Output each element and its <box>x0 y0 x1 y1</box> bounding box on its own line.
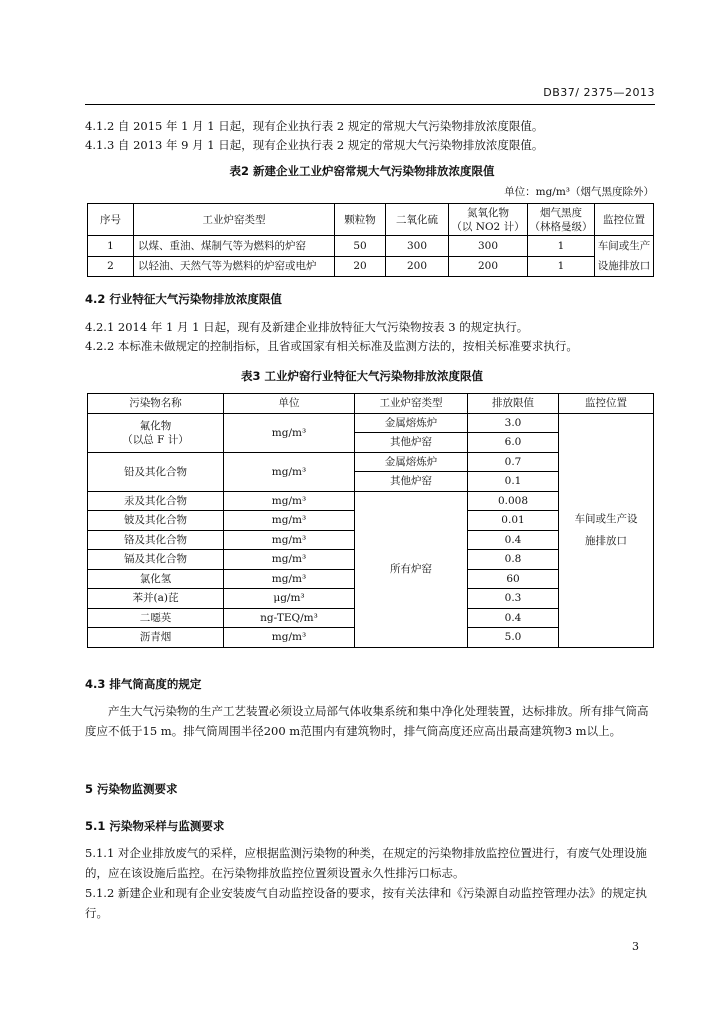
table2 <box>87 203 654 277</box>
t2-cell: 200 <box>386 256 449 277</box>
t2-cell: 300 <box>449 236 528 257</box>
t3-unit: mg/m³ <box>224 530 355 550</box>
t3-limit: 0.7 <box>468 452 559 472</box>
heading-5: 5 污染物监测要求 <box>85 782 178 796</box>
t3-type: 金属熔炼炉 <box>355 452 468 472</box>
clause-5-1-2: 5.1.2 新建企业和现有企业安装废气自动监控设备的要求，按有关法律和《污染源自动监控管理办法》的规定执行。 <box>85 886 647 920</box>
table2-unit: 单位：mg/m³（烟气黑度除外） <box>504 186 654 198</box>
t3-unit: mg/m³ <box>224 452 355 491</box>
t3-limit: 0.1 <box>468 472 559 492</box>
paragraph-4-3: 产生大气污染物的生产工艺装置必须设立局部气体收集系统和集中净化处理装置，达标排放。所有排气筒高度应不低于15 m。排气筒周围半径200 m范围内有建筑物时，排气筒高度还应高出最高建筑物3 m以上。 <box>85 704 649 738</box>
t3-name: 铍及其化合物 <box>88 511 224 531</box>
standard-code: DB37/ 2375—2013 <box>543 86 655 99</box>
t3-name: 二噁英 <box>88 608 224 628</box>
page-number: 3 <box>632 940 639 953</box>
t3-limit: 0.008 <box>468 491 559 511</box>
t3-lead: 铅及其化合物 <box>88 452 224 491</box>
t3-type: 金属熔炼炉 <box>355 413 468 433</box>
t3-type: 其他炉窑 <box>355 433 468 453</box>
t2-cell: 以煤、重油、煤制气等为燃料的炉窑 <box>134 236 335 257</box>
t3-unit: mg/m³ <box>224 491 355 511</box>
t2-cell: 以轻油、天然气等为燃料的炉窑或电炉 <box>134 256 335 277</box>
t3-unit: mg/m³ <box>224 628 355 648</box>
t3-name: 沥青烟 <box>88 628 224 648</box>
t3-name: 苯并(a)芘 <box>88 589 224 609</box>
t3-unit: mg/m³ <box>224 511 355 531</box>
t2-cell: 300 <box>386 236 449 257</box>
t2-cell: 20 <box>335 256 386 277</box>
t2-header-no: 序号 <box>88 204 134 236</box>
t3-type: 其他炉窑 <box>355 472 468 492</box>
table3-title: 表3 工业炉窑行业特征大气污染物排放浓度限值 <box>240 369 483 383</box>
t3-limit: 0.4 <box>468 530 559 550</box>
t2-monitor-cell: 车间或生产 设施排放口 <box>595 236 654 277</box>
t3-header-limit: 排放限值 <box>468 394 559 414</box>
t3-limit: 0.4 <box>468 608 559 628</box>
clause-5-1-1: 5.1.1 对企业排放废气的采样，应根据监测污染物的种类，在规定的污染物排放监控位置进行，有废气处理设施的，应在该设施后监控。在污染物排放监控位置须设置永久性排污口标志。 <box>85 846 647 880</box>
t3-name: 汞及其化合物 <box>88 491 224 511</box>
t3-limit: 0.3 <box>468 589 559 609</box>
t2-header-monitor: 监控位置 <box>595 204 654 236</box>
t2-header-smoke: 烟气黑度 （林格曼级） <box>528 204 595 236</box>
clause-4-2-1: 4.2.1 2014 年 1 月 1 日起，现有及新建企业排放特征大气污染物按表 3 的规定执行。 <box>85 320 529 334</box>
table2-title: 表2 新建企业工业炉窑常规大气污染物排放浓度限值 <box>229 164 495 178</box>
t2-header-nox: 氮氧化物 （以 NO2 计） <box>449 204 528 236</box>
table-row <box>88 413 654 433</box>
t3-name: 氯化氢 <box>88 569 224 589</box>
t3-unit: mg/m³ <box>224 550 355 570</box>
t3-limit: 3.0 <box>468 413 559 433</box>
t2-header-so2: 二氧化硫 <box>386 204 449 236</box>
t2-cell: 1 <box>88 236 134 257</box>
t3-unit: μg/m³ <box>224 589 355 609</box>
t3-unit: mg/m³ <box>224 413 355 452</box>
t3-monitor-cell: 车间或生产设 施排放口 <box>559 413 654 647</box>
t2-cell: 1 <box>528 236 595 257</box>
t3-name: 镉及其化合物 <box>88 550 224 570</box>
t3-limit: 0.01 <box>468 511 559 531</box>
heading-5-1: 5.1 污染物采样与监测要求 <box>85 819 225 833</box>
t3-unit: mg/m³ <box>224 569 355 589</box>
t3-header-name: 污染物名称 <box>88 394 224 414</box>
t3-header-type: 工业炉窑类型 <box>355 394 468 414</box>
t3-unit: ng-TEQ/m³ <box>224 608 355 628</box>
t3-name: 铬及其化合物 <box>88 530 224 550</box>
t3-limit: 5.0 <box>468 628 559 648</box>
table-row <box>88 256 654 277</box>
t2-header-pm: 颗粒物 <box>335 204 386 236</box>
clause-4-1-3: 4.1.3 自 2013 年 9 月 1 日起，现有企业执行表 2 规定的常规大气污染物排放浓度限值。 <box>85 138 544 152</box>
heading-4-3: 4.3 排气筒高度的规定 <box>85 677 202 691</box>
t3-header-monitor: 监控位置 <box>559 394 654 414</box>
header-rule <box>85 104 655 105</box>
t3-header-unit: 单位 <box>224 394 355 414</box>
table-row <box>88 236 654 257</box>
t3-limit: 6.0 <box>468 433 559 453</box>
clause-4-2-2: 4.2.2 本标准未做规定的控制指标，且省或国家有相关标准及监测方法的，按相关标准要求执行。 <box>85 339 578 353</box>
table3 <box>87 393 654 648</box>
clause-4-1-2: 4.1.2 自 2015 年 1 月 1 日起，现有企业执行表 2 规定的常规大气污染物排放浓度限值。 <box>85 119 544 133</box>
t3-all-kilns: 所有炉窑 <box>355 491 468 647</box>
heading-4-2: 4.2 行业特征大气污染物排放浓度限值 <box>85 292 282 306</box>
t3-limit: 0.8 <box>468 550 559 570</box>
t2-header-type: 工业炉窑类型 <box>134 204 335 236</box>
t3-fluoride: 氟化物 （以总 F 计） <box>88 413 224 452</box>
t2-cell: 50 <box>335 236 386 257</box>
t2-cell: 200 <box>449 256 528 277</box>
t2-cell: 2 <box>88 256 134 277</box>
t3-limit: 60 <box>468 569 559 589</box>
t2-cell: 1 <box>528 256 595 277</box>
